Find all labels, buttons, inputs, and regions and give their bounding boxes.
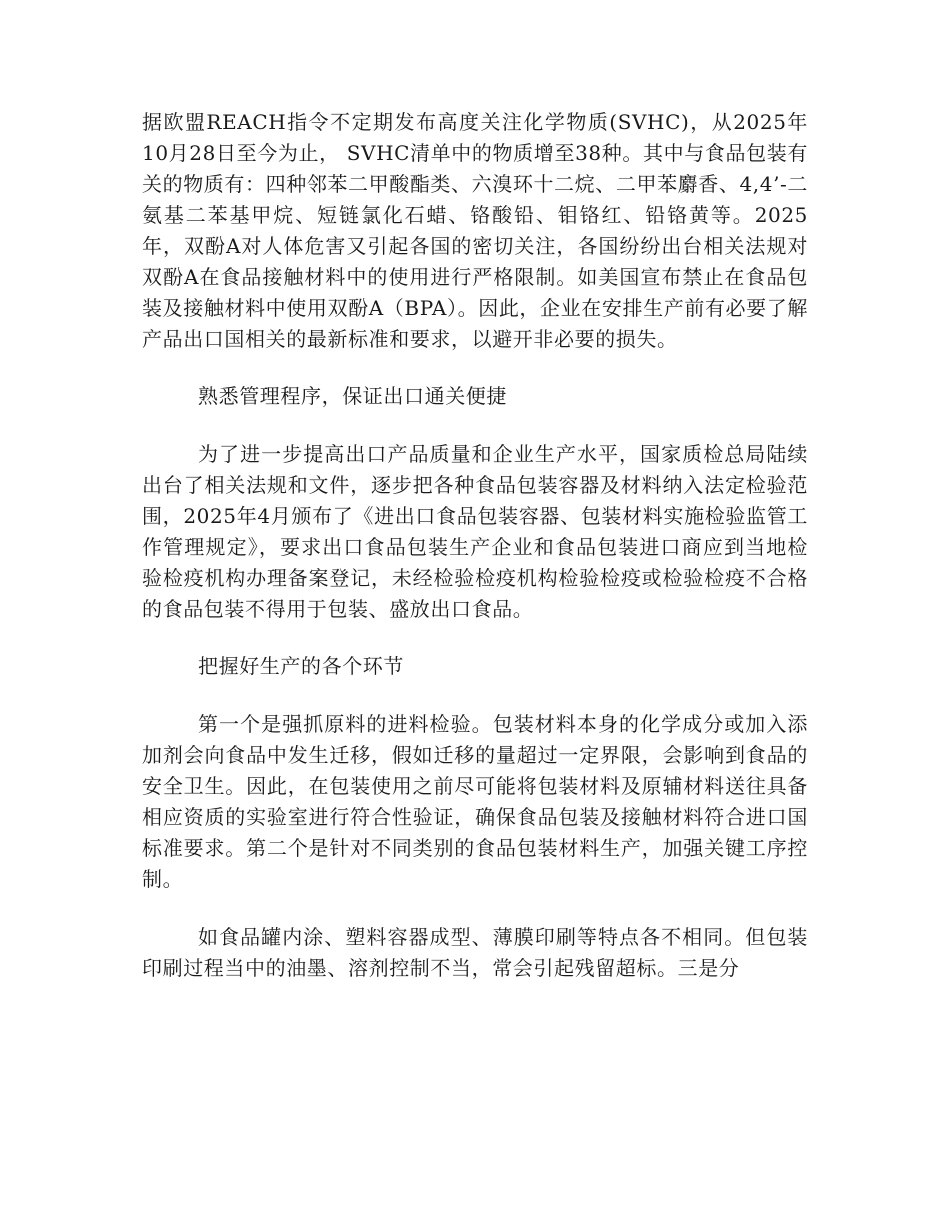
paragraph-regulations: 为了进一步提高出口产品质量和企业生产水平，国家质检总局陆续出台了相关法规和文件，逐步把各种食品包装容器及材料纳入法定检验范围，2025年4月颁布了《进出口食品包装容器、包装材料实施检验监管工作管理规定》，要求出口食品包装生产企业和食品包装进口商应到当地检验检疫机构办理备案登记，未经检验检疫机构检验检疫或检验检疫不合格的食品包装不得用于包装、盛放出口食品。 [142,442,808,621]
section-heading-management: 熟悉管理程序，保证出口通关便捷 [198,384,507,408]
paragraph-inspection: 第一个是强抓原料的进料检验。包装材料本身的化学成分或加入添加剂会向食品中发生迁移，假如迁移的量超过一定界限，会影响到食品的安全卫生。因此，在包装使用之前尽可能将包装材料及原辅材料送往具备相应资质的实验室进行符合性验证，确保食品包装及接触材料符合进口国标准要求。第二个是针对不同类别的食品包装材料生产，加强关键工序控制。 [142,712,808,891]
paragraph-process-control: 如食品罐内涂、塑料容器成型、薄膜印刷等特点各不相同。但包装印刷过程当中的油墨、溶剂控制不当，常会引起残留超标。三是分 [142,925,808,980]
section-heading-production: 把握好生产的各个环节 [198,654,404,678]
document-body [142,107,808,984]
paragraph-svhc: 据欧盟REACH指令不定期发布高度关注化学物质(SVHC)，从2025年10月28日至今为止， SVHC清单中的物质增至38种。其中与食品包装有关的物质有：四种邻苯二甲酸酯类、六溴环十二烷、二甲苯麝香、4,4’-二氨基二苯基甲烷、短链氯化石蜡、铬酸铅、钼铬红、铅铬黄等。2025年，双酚A对人体危害又引起各国的密切关注，各国纷纷出台相关法规对双酚A在食品接触材料中的使用进行严格限制。如美国宣布禁止在食品包装及接触材料中使用双酚A（BPA）。因此，企业在安排生产前有必要了解产品出口国相关的最新标准和要求，以避开非必要的损失。 [142,110,808,351]
